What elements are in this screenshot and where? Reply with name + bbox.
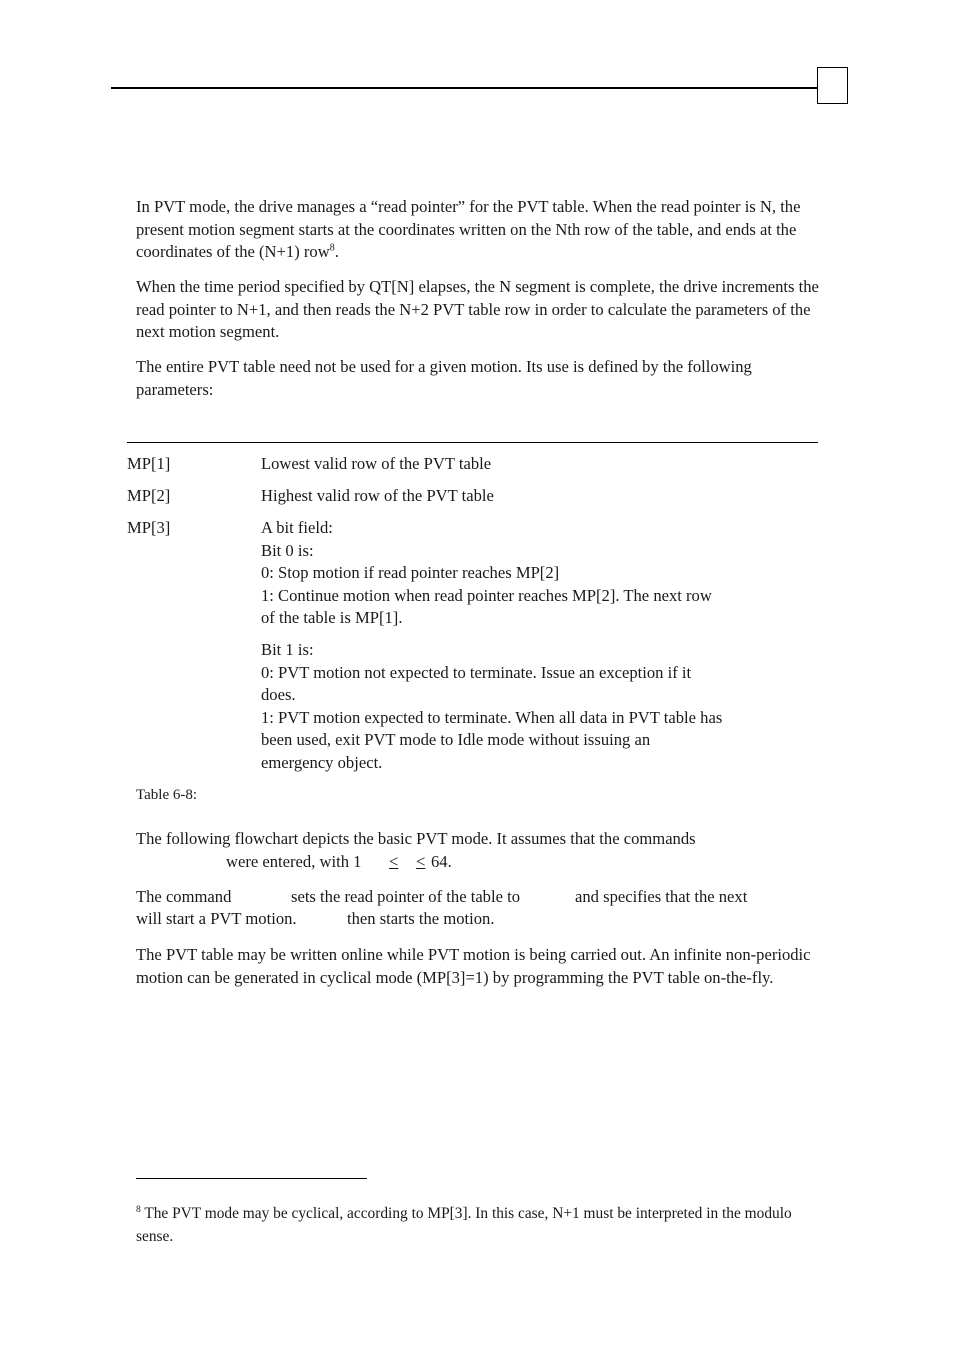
description-line: A bit field: xyxy=(261,518,333,537)
param-mp3: MP[3] xyxy=(127,518,171,537)
header-rule xyxy=(111,87,818,89)
command-text-d: will start a PVT motion. xyxy=(136,909,297,928)
param-mp3-bit1-description xyxy=(261,639,801,774)
paragraph-read-pointer-end: . xyxy=(334,242,339,261)
description-line: Highest valid row of the PVT table xyxy=(261,486,494,505)
flowchart-intro-line2: were entered, with 1 xyxy=(226,852,362,871)
table-top-rule xyxy=(127,442,818,443)
footnote-separator xyxy=(136,1178,367,1179)
description-line: emergency object. xyxy=(261,752,383,772)
param-mp3-description xyxy=(261,517,801,630)
paragraph-online-writing: The PVT table may be written online while PVT motion is being carried out. An infinite non-periodic motion can be generated in cyclical mode (MP[3]=1) by programming the PVT table on-the-fly. xyxy=(136,945,811,987)
description-line: been used, exit PVT mode to Idle mode without issuing an xyxy=(261,730,651,749)
command-text-a: The command xyxy=(136,887,232,906)
less-equal-symbol: < xyxy=(416,852,426,871)
footnote-text: The PVT mode may be cyclical, according to MP[3]. In this case, N+1 must be interpreted in the modulo sense. xyxy=(136,1205,792,1245)
table-caption: Table 6-8: xyxy=(136,787,198,803)
description-line: does. xyxy=(261,685,296,704)
footnote-number: 8 xyxy=(136,1204,141,1215)
description-line: of the table is MP[1]. xyxy=(261,608,403,627)
footnote xyxy=(136,1202,820,1248)
param-mp1-description xyxy=(261,453,801,476)
description-line: 1: PVT motion expected to terminate. When all data in PVT table has xyxy=(261,707,723,727)
description-line: Lowest valid row of the PVT table xyxy=(261,454,492,473)
page-number-box xyxy=(817,67,848,104)
less-equal-symbol: < xyxy=(389,852,399,871)
param-mp2: MP[2] xyxy=(127,486,171,505)
description-line: Bit 1 is: xyxy=(261,640,314,659)
command-text-e: then starts the motion. xyxy=(347,909,495,928)
command-text-c: and specifies that the next xyxy=(575,887,748,906)
paragraph-read-pointer-text: In PVT mode, the drive manages a “read pointer” for the PVT table. When the read pointer is N, the present motion segment starts at the coordinates written on the Nth row of the table, and ends at the coordinates of the (N+1) row xyxy=(136,197,801,261)
paragraph-table-usage: The entire PVT table need not be used for a given motion. Its use is defined by the following parameters: xyxy=(136,357,752,399)
flowchart-intro-line1: The following flowchart depicts the basic PVT mode. It assumes that the commands xyxy=(136,829,696,848)
paragraph-time-period: When the time period specified by QT[N] elapses, the N segment is complete, the drive increments the read pointer to N+1, and then reads the N+2 PVT table row in order to calculate the parameters of the next motion segment. xyxy=(136,277,819,341)
description-line: 0: PVT motion not expected to terminate. Issue an exception if it xyxy=(261,662,692,682)
param-mp2-description xyxy=(261,485,801,508)
paragraph-read-pointer xyxy=(136,196,820,264)
param-mp1: MP[1] xyxy=(127,454,171,473)
description-line: 0: Stop motion if read pointer reaches MP[2] xyxy=(261,563,560,582)
description-line: 1: Continue motion when read pointer reaches MP[2]. The next row xyxy=(261,585,712,605)
description-line: Bit 0 is: xyxy=(261,540,314,560)
flowchart-intro-line2-end: 64. xyxy=(431,852,452,871)
command-text-b: sets the read pointer of the table to xyxy=(291,887,521,906)
footnote-reference: 8 xyxy=(329,242,335,254)
